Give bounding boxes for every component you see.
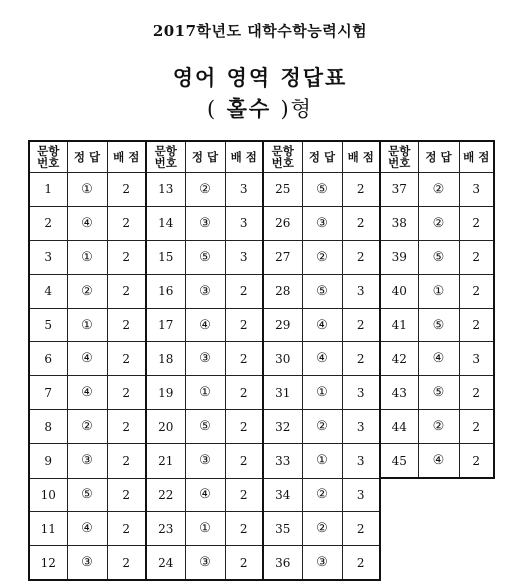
correct-answer: ④ bbox=[67, 342, 107, 376]
question-number: 36 bbox=[263, 546, 302, 580]
point-value: 2 bbox=[107, 274, 146, 308]
question-number: 45 bbox=[380, 444, 418, 478]
question-number: 44 bbox=[380, 410, 418, 444]
header-points: 배 점 bbox=[225, 141, 263, 173]
correct-answer: ② bbox=[418, 173, 459, 207]
correct-answer: ② bbox=[418, 206, 459, 240]
empty-cell bbox=[380, 478, 418, 512]
point-value: 3 bbox=[459, 342, 494, 376]
correct-answer: ② bbox=[302, 512, 342, 546]
correct-answer: ⑤ bbox=[67, 478, 107, 512]
point-value: 2 bbox=[225, 478, 263, 512]
correct-answer: ② bbox=[302, 410, 342, 444]
header-row bbox=[29, 141, 494, 173]
type-label: 홀수 bbox=[226, 96, 272, 121]
question-number: 10 bbox=[29, 478, 67, 512]
header-points: 배 점 bbox=[459, 141, 494, 173]
question-number: 30 bbox=[263, 342, 302, 376]
question-number: 40 bbox=[380, 274, 418, 308]
correct-answer: ④ bbox=[185, 308, 225, 342]
question-number: 1 bbox=[29, 173, 67, 207]
table-row bbox=[29, 342, 494, 376]
point-value: 2 bbox=[459, 206, 494, 240]
question-number: 21 bbox=[146, 444, 185, 478]
table-row bbox=[29, 546, 494, 580]
answer-table-body bbox=[29, 173, 494, 581]
question-number: 19 bbox=[146, 376, 185, 410]
question-number: 14 bbox=[146, 206, 185, 240]
empty-cell bbox=[418, 512, 459, 546]
correct-answer: ⑤ bbox=[418, 376, 459, 410]
question-number: 25 bbox=[263, 173, 302, 207]
question-number: 13 bbox=[146, 173, 185, 207]
correct-answer: ① bbox=[67, 308, 107, 342]
table-row bbox=[29, 376, 494, 410]
correct-answer: ⑤ bbox=[418, 240, 459, 274]
question-number: 38 bbox=[380, 206, 418, 240]
table-row bbox=[29, 478, 494, 512]
correct-answer: ② bbox=[418, 410, 459, 444]
question-number: 4 bbox=[29, 274, 67, 308]
point-value: 3 bbox=[459, 173, 494, 207]
correct-answer: ④ bbox=[185, 478, 225, 512]
header-number-line2: 번호 bbox=[388, 156, 411, 170]
point-value: 2 bbox=[225, 444, 263, 478]
question-number: 24 bbox=[146, 546, 185, 580]
question-number: 9 bbox=[29, 444, 67, 478]
question-number: 31 bbox=[263, 376, 302, 410]
question-number: 41 bbox=[380, 308, 418, 342]
question-number: 35 bbox=[263, 512, 302, 546]
question-number: 39 bbox=[380, 240, 418, 274]
answer-table bbox=[28, 140, 495, 581]
point-value: 2 bbox=[225, 308, 263, 342]
header-points: 배 점 bbox=[342, 141, 380, 173]
point-value: 2 bbox=[342, 308, 380, 342]
correct-answer: ④ bbox=[302, 342, 342, 376]
point-value: 2 bbox=[342, 173, 380, 207]
correct-answer: ③ bbox=[302, 546, 342, 580]
point-value: 3 bbox=[342, 274, 380, 308]
correct-answer: ⑤ bbox=[302, 173, 342, 207]
point-value: 2 bbox=[225, 274, 263, 308]
point-value: 2 bbox=[342, 206, 380, 240]
table-row bbox=[29, 308, 494, 342]
correct-answer: ⑤ bbox=[418, 308, 459, 342]
correct-answer: ② bbox=[67, 410, 107, 444]
point-value: 2 bbox=[225, 512, 263, 546]
header-points: 배 점 bbox=[107, 141, 146, 173]
header-number-line2: 번호 bbox=[271, 156, 294, 170]
table-row bbox=[29, 444, 494, 478]
question-number: 3 bbox=[29, 240, 67, 274]
correct-answer: ⑤ bbox=[302, 274, 342, 308]
point-value: 3 bbox=[342, 410, 380, 444]
correct-answer: ④ bbox=[67, 206, 107, 240]
point-value: 2 bbox=[459, 308, 494, 342]
empty-cell bbox=[459, 478, 494, 512]
correct-answer: ① bbox=[302, 376, 342, 410]
empty-cell bbox=[459, 546, 494, 580]
point-value: 2 bbox=[342, 342, 380, 376]
correct-answer: ① bbox=[418, 274, 459, 308]
correct-answer: ① bbox=[67, 240, 107, 274]
question-number: 2 bbox=[29, 206, 67, 240]
question-number: 11 bbox=[29, 512, 67, 546]
correct-answer: ② bbox=[185, 173, 225, 207]
correct-answer: ② bbox=[302, 478, 342, 512]
correct-answer: ③ bbox=[185, 274, 225, 308]
point-value: 2 bbox=[107, 546, 146, 580]
correct-answer: ⑤ bbox=[185, 240, 225, 274]
point-value: 3 bbox=[225, 173, 263, 207]
question-number: 22 bbox=[146, 478, 185, 512]
header-answer: 정 답 bbox=[418, 141, 459, 173]
point-value: 2 bbox=[342, 240, 380, 274]
question-number: 15 bbox=[146, 240, 185, 274]
question-number: 7 bbox=[29, 376, 67, 410]
question-number: 23 bbox=[146, 512, 185, 546]
table-row bbox=[29, 240, 494, 274]
point-value: 2 bbox=[107, 173, 146, 207]
header-question-number bbox=[263, 141, 302, 173]
correct-answer: ④ bbox=[418, 342, 459, 376]
question-number: 18 bbox=[146, 342, 185, 376]
exam-title: 2017학년도 대학수학능력시험 bbox=[152, 22, 368, 40]
point-value: 2 bbox=[107, 410, 146, 444]
question-number: 12 bbox=[29, 546, 67, 580]
point-value: 2 bbox=[107, 444, 146, 478]
header-answer: 정 답 bbox=[302, 141, 342, 173]
point-value: 3 bbox=[342, 444, 380, 478]
correct-answer: ② bbox=[67, 274, 107, 308]
header-number-line2: 번호 bbox=[154, 156, 177, 170]
header-number-line2: 번호 bbox=[37, 156, 60, 170]
point-value: 3 bbox=[342, 478, 380, 512]
question-number: 20 bbox=[146, 410, 185, 444]
question-number: 32 bbox=[263, 410, 302, 444]
exam-type bbox=[0, 93, 520, 123]
question-number: 43 bbox=[380, 376, 418, 410]
empty-cell bbox=[459, 512, 494, 546]
correct-answer: ③ bbox=[67, 444, 107, 478]
table-row bbox=[29, 512, 494, 546]
question-number: 26 bbox=[263, 206, 302, 240]
correct-answer: ⑤ bbox=[185, 410, 225, 444]
correct-answer: ③ bbox=[185, 444, 225, 478]
question-number: 16 bbox=[146, 274, 185, 308]
question-number: 8 bbox=[29, 410, 67, 444]
point-value: 2 bbox=[107, 206, 146, 240]
type-close-paren: )형 bbox=[280, 97, 313, 121]
table-row bbox=[29, 410, 494, 444]
correct-answer: ④ bbox=[67, 376, 107, 410]
correct-answer: ④ bbox=[302, 308, 342, 342]
point-value: 2 bbox=[342, 512, 380, 546]
point-value: 2 bbox=[225, 410, 263, 444]
header-question-number bbox=[29, 141, 67, 173]
point-value: 3 bbox=[342, 376, 380, 410]
empty-cell bbox=[380, 512, 418, 546]
point-value: 2 bbox=[107, 376, 146, 410]
empty-cell bbox=[418, 478, 459, 512]
point-value: 2 bbox=[225, 342, 263, 376]
correct-answer: ② bbox=[302, 240, 342, 274]
question-number: 6 bbox=[29, 342, 67, 376]
table-row bbox=[29, 274, 494, 308]
correct-answer: ③ bbox=[302, 206, 342, 240]
question-number: 34 bbox=[263, 478, 302, 512]
point-value: 2 bbox=[107, 512, 146, 546]
point-value: 2 bbox=[107, 478, 146, 512]
point-value: 2 bbox=[342, 546, 380, 580]
point-value: 3 bbox=[225, 206, 263, 240]
header-number-line1: 문항 bbox=[37, 144, 60, 158]
empty-cell bbox=[380, 546, 418, 580]
point-value: 2 bbox=[225, 376, 263, 410]
header-question-number bbox=[380, 141, 418, 173]
header-answer: 정 답 bbox=[185, 141, 225, 173]
doc-title: 영어 영역 정답표 bbox=[172, 65, 348, 90]
correct-answer: ① bbox=[185, 376, 225, 410]
correct-answer: ④ bbox=[418, 444, 459, 478]
question-number: 27 bbox=[263, 240, 302, 274]
correct-answer: ③ bbox=[67, 546, 107, 580]
empty-cell bbox=[418, 546, 459, 580]
table-row bbox=[29, 173, 494, 207]
correct-answer: ① bbox=[185, 512, 225, 546]
correct-answer: ③ bbox=[185, 546, 225, 580]
point-value: 2 bbox=[459, 444, 494, 478]
correct-answer: ① bbox=[67, 173, 107, 207]
point-value: 2 bbox=[107, 240, 146, 274]
correct-answer: ③ bbox=[185, 206, 225, 240]
header-answer: 정 답 bbox=[67, 141, 107, 173]
header-number-line1: 문항 bbox=[154, 144, 177, 158]
question-number: 28 bbox=[263, 274, 302, 308]
point-value: 2 bbox=[459, 274, 494, 308]
point-value: 2 bbox=[459, 376, 494, 410]
point-value: 2 bbox=[107, 342, 146, 376]
question-number: 17 bbox=[146, 308, 185, 342]
header-number-line1: 문항 bbox=[388, 144, 411, 158]
point-value: 2 bbox=[225, 546, 263, 580]
point-value: 2 bbox=[107, 308, 146, 342]
point-value: 2 bbox=[459, 410, 494, 444]
point-value: 3 bbox=[225, 240, 263, 274]
question-number: 5 bbox=[29, 308, 67, 342]
question-number: 33 bbox=[263, 444, 302, 478]
table-row bbox=[29, 206, 494, 240]
header-question-number bbox=[146, 141, 185, 173]
point-value: 2 bbox=[459, 240, 494, 274]
type-open-paren: ( bbox=[207, 97, 218, 121]
correct-answer: ① bbox=[302, 444, 342, 478]
correct-answer: ④ bbox=[67, 512, 107, 546]
question-number: 37 bbox=[380, 173, 418, 207]
header-number-line1: 문항 bbox=[271, 144, 294, 158]
correct-answer: ③ bbox=[185, 342, 225, 376]
question-number: 29 bbox=[263, 308, 302, 342]
question-number: 42 bbox=[380, 342, 418, 376]
